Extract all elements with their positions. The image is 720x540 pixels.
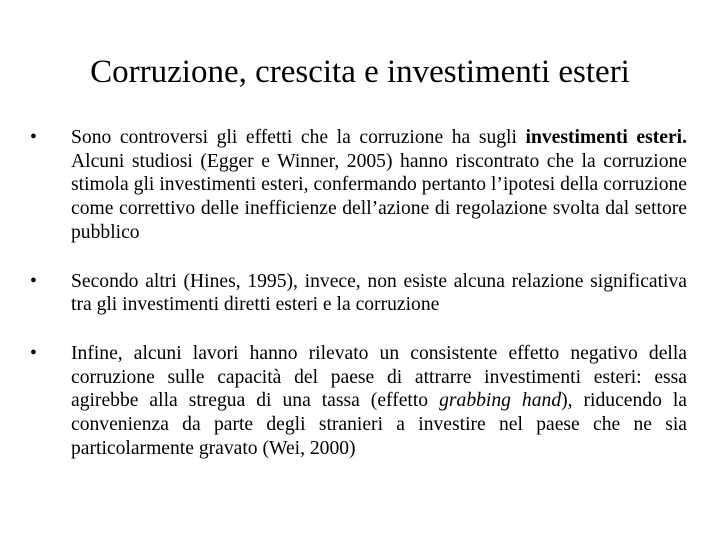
bullet-item-2	[30, 270, 687, 317]
bullet-marker: •	[30, 270, 37, 292]
bullet-marker: •	[30, 127, 37, 148]
bullet-item-3	[30, 342, 687, 461]
bullet-3-italic-text: grabbing hand	[439, 390, 562, 412]
bullet-1-text-start: Sono controversi gli effetti che la corruzione ha sugli	[71, 127, 526, 148]
bullet-list	[30, 126, 687, 460]
bullet-3-text-end: ), riducendo la convenienza da parte degli stranieri a investire nel paese che ne sia particolarmente gravato (Wei, 2000)	[71, 390, 687, 459]
slide-title: Corruzione, crescita e investimenti esteri	[90, 54, 630, 90]
bullet-3-text-start: Infine, alcuni lavori hanno rilevato un consistente effetto negativo della corruzione sulle capacità del paese di attrarre investimenti esteri: essa agirebbe alla stregua di una tassa (effetto	[71, 342, 687, 412]
bullet-item-1	[30, 126, 687, 245]
bullet-2-text: Secondo altri (Hines, 1995), invece, non esiste alcuna relazione significativa tra gli investimenti diretti esteri e la corruzione	[71, 270, 687, 316]
bullet-1-bold-text: investimenti esteri.	[525, 127, 687, 148]
bullet-marker: •	[30, 342, 37, 364]
bullet-1-text-end: Alcuni studiosi (Egger e Winner, 2005) hanno riscontrato che la corruzione stimola gli investimenti esteri, confermando pertanto l’ipotesi della corruzione come correttivo delle inefficienze dell’azione di regolazione svolta dal settore pubblico	[71, 150, 687, 243]
